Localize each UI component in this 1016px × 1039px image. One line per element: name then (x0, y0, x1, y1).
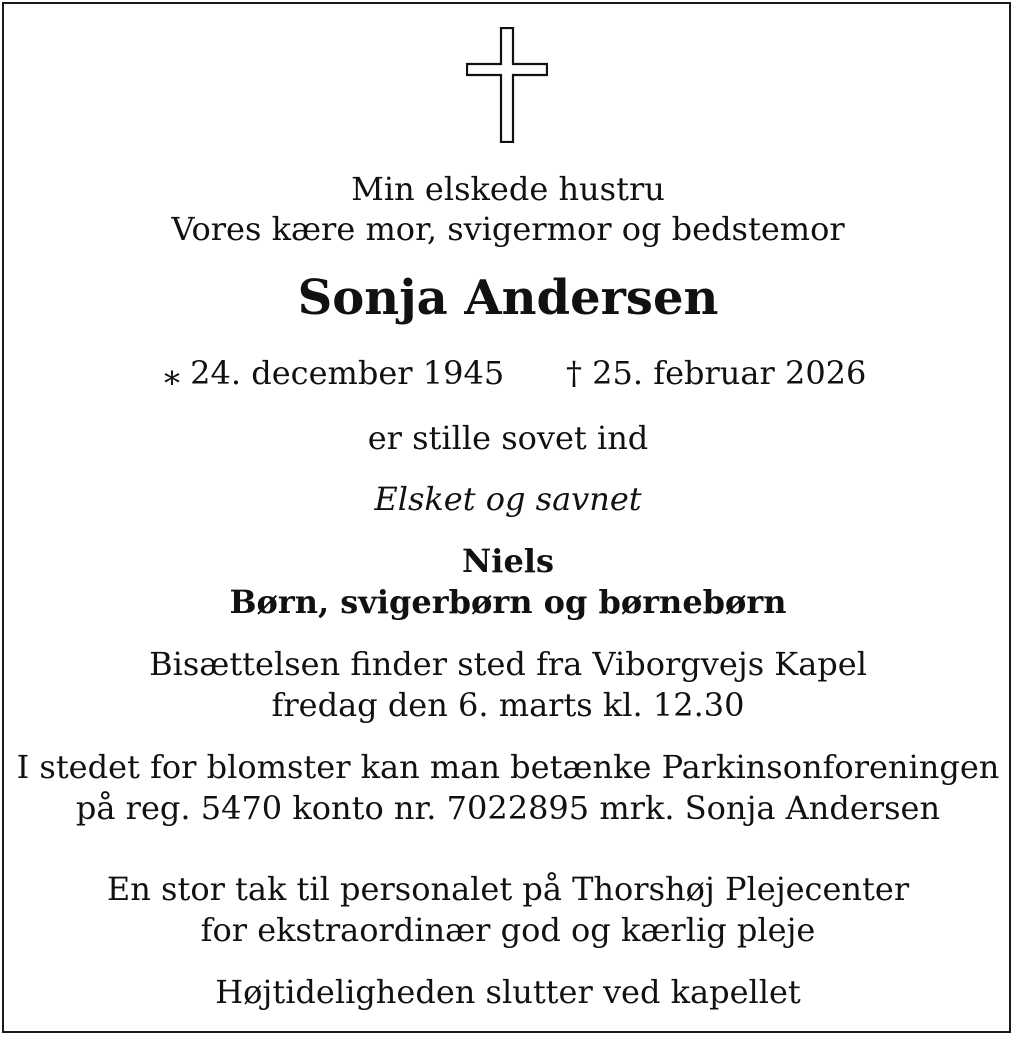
donation-line-1: I stedet for blomster kan man betænke Parkinsonforeningen (16, 748, 1000, 786)
thanks-line-2: for ekstraordinær god og kærlig pleje (200, 911, 816, 949)
passing-text: er stille sovet ind (367, 419, 649, 457)
service-line-1: Bisættelsen finder sted fra Viborgvejs Kapel (149, 645, 867, 683)
signatory-family: Børn, svigerbørn og børnebørn (229, 583, 787, 621)
service-line-2: fredag den 6. marts kl. 12.30 (271, 686, 745, 724)
closing-text: Højtideligheden slutter ved kapellet (215, 973, 801, 1011)
signatory-name: Niels (462, 542, 554, 580)
header-line-1: Min elskede hustru (351, 170, 665, 208)
death-date: † 25. februar 2026 (566, 354, 867, 392)
donation-line-2: på reg. 5470 konto nr. 7022895 mrk. Sonja Andersen (75, 789, 941, 827)
header-line-2: Vores kære mor, svigermor og bedstemor (171, 210, 845, 248)
tribute-text: Elsket og savnet (374, 480, 642, 518)
life-dates (0, 355, 1016, 391)
thanks-line-1: En stor tak til personalet på Thorshøj Plejecenter (106, 870, 910, 908)
cross-icon (466, 27, 548, 143)
birth-date: ⁎ 24. december 1945 (164, 354, 505, 392)
deceased-name: Sonja Andersen (297, 270, 719, 326)
